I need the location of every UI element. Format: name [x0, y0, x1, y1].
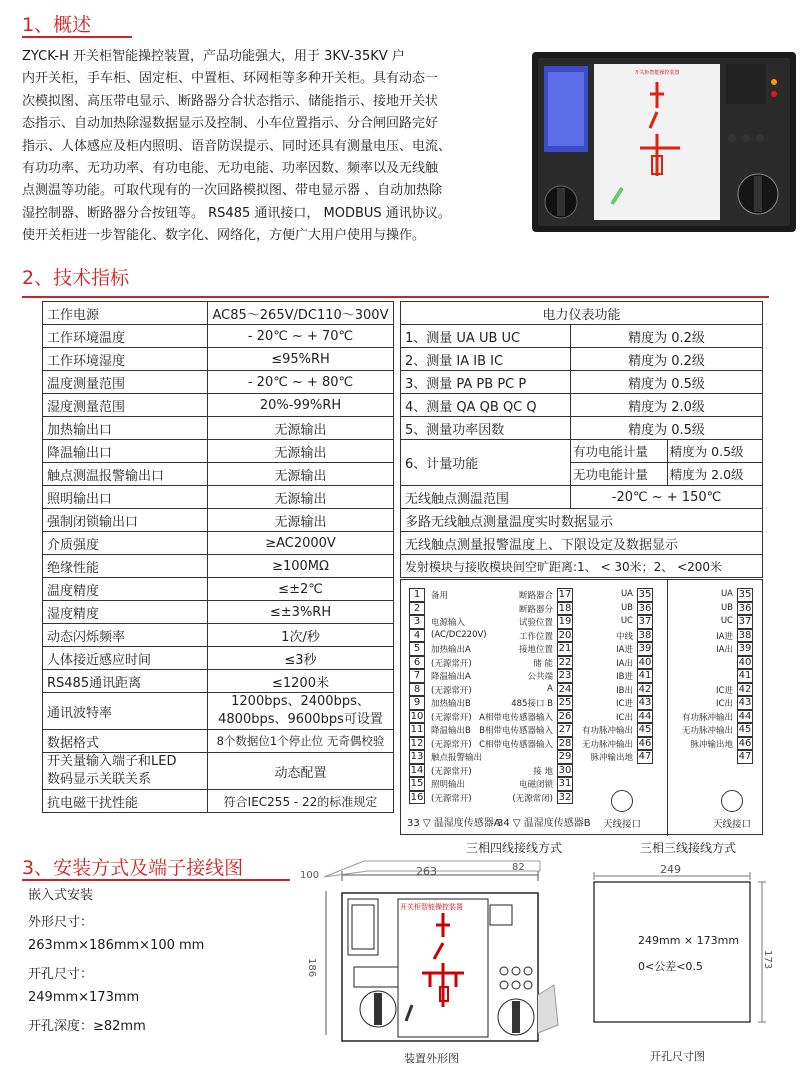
terminal-number: 28: [558, 737, 572, 749]
terminal-label: 断路器合: [518, 591, 553, 601]
terminal-number: 10: [410, 710, 424, 722]
terminal-number: 41: [738, 670, 752, 681]
dim-82: 82: [512, 862, 525, 873]
meter-row: [401, 371, 763, 394]
terminal-label: (无源常开): [431, 766, 472, 777]
section-2-rule: [22, 296, 769, 298]
antenna-label-1: 天线接口: [603, 819, 642, 830]
terminal-number: 7: [409, 669, 425, 683]
cutout-tolerance-note: 0<公差<0.5: [638, 960, 703, 973]
meter-item: 5、测量功率因数: [401, 417, 571, 440]
energy-type: 无功电能计量: [571, 463, 668, 486]
wireless-range-key: 无线触点测温范围: [401, 486, 571, 509]
terminal-label: UC: [620, 616, 633, 626]
terminal-number: 37: [738, 616, 752, 627]
energy-accuracy: 精度为 2.0级: [667, 463, 762, 486]
spec-row: [43, 325, 394, 348]
energy-accuracy: 精度为 0.5级: [667, 440, 762, 463]
terminal-label: 接 地: [533, 766, 553, 777]
terminal-number: 22: [558, 656, 572, 668]
terminal-number: 46: [638, 737, 652, 749]
terminal-label: IB进: [616, 672, 633, 682]
terminal-number: 39: [638, 643, 652, 654]
spec-value: 符合IEC255 - 22的标准规定: [208, 790, 394, 813]
terminal-label: 降温输出A: [431, 672, 471, 682]
terminal-number: 12: [410, 737, 424, 749]
terminal-number: 45: [738, 724, 752, 735]
spec-key: 湿度精度: [43, 601, 208, 624]
spec-key: 通讯波特率: [43, 693, 208, 730]
terminal-number: 24: [558, 683, 572, 695]
spec-row: [43, 647, 394, 670]
energy-label: 6、计量功能: [401, 440, 571, 486]
cutout-drawing: [578, 860, 778, 1040]
spec-value: 1次/秒: [208, 624, 394, 647]
terminal-label: UA: [720, 589, 733, 599]
meter-row: [401, 348, 763, 371]
wiring-divider: [667, 580, 668, 836]
terminal-label: B相带电传感器输入: [479, 726, 553, 736]
spec-value: 无源输出: [208, 486, 394, 509]
terminal-label: IA出: [716, 645, 733, 655]
spec-key: 抗电磁干扰性能: [43, 790, 208, 813]
terminal-number: 32: [558, 791, 572, 803]
terminal-label: 接地位置: [518, 645, 553, 655]
spec-table-left: [42, 301, 394, 813]
terminal-number: 47: [638, 751, 652, 762]
meter-row: [401, 532, 763, 555]
caption-three-phase-four-wire: 三相四线接线方式: [466, 841, 563, 855]
spec-key: [43, 753, 208, 790]
outer-size-value: 263mm×186mm×100 mm: [28, 938, 205, 953]
terminal-label: A相带电传感器输入: [479, 712, 553, 723]
terminal-number: 31: [558, 778, 572, 789]
spec-row: [43, 302, 394, 325]
terminal-label: IC出: [616, 712, 633, 723]
terminal-label: A: [547, 683, 553, 694]
terminal-number: 38: [738, 629, 752, 641]
baud-line-1: 1200bps、2400bps、: [231, 694, 370, 709]
terminal-label: 中线: [615, 631, 633, 642]
intro-line: 点测温等功能。可取代现有的一次回路模拟图、带电显示器 、自动加热除: [22, 183, 443, 199]
intro-line: 态指示、自动加热除湿数据显示及控制、小车位置指示、分合闸回路完好: [22, 116, 439, 132]
spec-row: [43, 601, 394, 624]
cutout-depth: 开孔深度：≥82mm: [28, 1019, 146, 1034]
wireless-note: 无线触点测量报警温度上、下限设定及数据显示: [401, 532, 763, 555]
dim-263: 263: [416, 865, 437, 878]
spec-row: [43, 624, 394, 647]
terminal-number: 11: [410, 724, 424, 735]
svg-text:开关柜智能操控装置: 开关柜智能操控装置: [634, 70, 680, 76]
terminal-label: 试验位置: [518, 618, 553, 628]
terminal-label: 降温输出B: [431, 726, 471, 736]
terminal-label: IC出: [716, 699, 733, 709]
terminal-number: 41: [638, 670, 652, 681]
spec-value: 20%-99%RH: [208, 394, 394, 417]
spec-value: 无源输出: [208, 509, 394, 532]
terminal-label: 加热输出B: [431, 699, 471, 709]
device-outline-drawing: [302, 855, 562, 1055]
spec-key: 强制闭锁输出口: [43, 509, 208, 532]
terminal-number: 45: [638, 724, 652, 735]
terminal-label: IC进: [616, 699, 633, 709]
wireless-range-value: -20℃ ~ + 150℃: [571, 486, 763, 509]
terminal-number: 8: [409, 683, 425, 697]
terminal-number: 38: [638, 629, 652, 641]
spec-value: ≥AC2000V: [208, 532, 394, 555]
dim-173: 173: [762, 950, 773, 970]
spec-value: ≤95%RH: [208, 348, 394, 371]
spec-value: ≤±3%RH: [208, 601, 394, 624]
terminal-label: UB: [720, 602, 733, 613]
terminal-label: 公共端: [527, 672, 553, 682]
terminal-number: 6: [409, 656, 425, 670]
energy-type: 有功电能计量: [571, 440, 668, 463]
terminal-number: 37: [638, 616, 652, 627]
intro-line: 内开关柜，手车柜、固定柜、中置柜、环网柜等多种开关柜。具有动态一: [22, 71, 439, 87]
spec-row: [43, 578, 394, 601]
spec-key: 工作环境温度: [43, 325, 208, 348]
meter-accuracy: 精度为 0.5级: [571, 371, 763, 394]
terminal-wiring-diagram: [400, 579, 763, 835]
terminal-number: 9: [409, 696, 425, 710]
terminal-number: 35: [738, 589, 752, 600]
spec-key: 绝缘性能: [43, 555, 208, 578]
device-title-label: 开关柜智能操控装置: [400, 903, 463, 911]
terminal-number: 1: [409, 588, 425, 602]
terminal-label: UA: [620, 589, 633, 599]
spec-row: [43, 670, 394, 693]
spec-row: [43, 509, 394, 532]
terminal-number: 42: [638, 683, 652, 695]
baud-line-2: 4800bps、9600bps可设置: [218, 712, 383, 727]
terminal-number: 46: [738, 737, 752, 749]
terminal-number: 26: [558, 710, 572, 722]
spec-row: [43, 486, 394, 509]
intro-line: 次模拟图、高压带电显示、断路器分合状态指示、储能指示、接地开关状: [22, 93, 439, 109]
terminal-number: 36: [638, 602, 652, 614]
spec-key: 工作环境湿度: [43, 348, 208, 371]
intro-paragraph: [22, 46, 542, 248]
terminal-label: IA进: [616, 645, 633, 655]
cutout-size-note: 249mm × 173mm: [638, 934, 740, 947]
terminal-label: IA进: [716, 631, 733, 642]
terminal-label: 有功脉冲输出: [681, 712, 733, 723]
spec-row: [43, 394, 394, 417]
terminal-number: 2: [409, 602, 425, 616]
intro-line: ZYCK-H 开关柜智能操控装置，产品功能强大，用于 3KV-35KV 户: [22, 49, 405, 64]
sensor-b-label: 34 ▽ 温湿度传感器B: [497, 818, 591, 829]
section-1-rule: [22, 36, 132, 38]
terminal-number: 19: [558, 616, 572, 627]
spec-value: 8个数据位1个停止位 无奇偶校验: [208, 730, 394, 753]
caption-cutout: 开孔尺寸图: [650, 1050, 705, 1063]
terminal-number: 40: [738, 656, 752, 668]
section-1-title: 1、概述: [22, 14, 92, 36]
terminal-number: 23: [558, 670, 572, 681]
meter-header-row: [401, 302, 763, 325]
wireless-note: 发射模块与接收模块间空旷距离:1、 < 30米；2、 <200米: [401, 555, 763, 578]
spec-value: 无源输出: [208, 440, 394, 463]
antenna-label-2: 天线接口: [713, 819, 752, 830]
spec-row: [43, 555, 394, 578]
spec-key: 温度精度: [43, 578, 208, 601]
terminal-number: 3: [409, 615, 425, 629]
spec-row: [43, 371, 394, 394]
spec-value: - 20℃ ~ + 70℃: [208, 325, 394, 348]
intro-line: 湿控制器、断路器分合按钮等。 RS485 通讯接口， MODBUS 通讯协议。: [22, 205, 451, 221]
meter-row: [401, 417, 763, 440]
dim-100: 100: [300, 870, 320, 881]
terminal-number: 17: [558, 589, 572, 600]
spec-value: [208, 693, 394, 730]
terminal-number: 35: [638, 589, 652, 600]
dim-249: 249: [660, 863, 681, 876]
terminal-label: 照明输出: [431, 780, 466, 790]
terminal-number: 13: [410, 751, 424, 762]
spec-value: ≥100MΩ: [208, 555, 394, 578]
spec-key: 人体接近感应时间: [43, 647, 208, 670]
spec-value: ≤3秒: [208, 647, 394, 670]
terminal-label: 触点报警输出: [431, 753, 483, 763]
terminal-number: 39: [738, 643, 752, 654]
terminal-label: (AC/DC220V): [431, 629, 487, 640]
spec-key: 介质强度: [43, 532, 208, 555]
spec-row: [43, 693, 394, 730]
terminal-label: 备用: [431, 591, 449, 601]
terminal-label: (无源常开): [431, 739, 472, 750]
spec-row: [43, 463, 394, 486]
terminal-number: 14: [410, 764, 424, 776]
terminal-label: (无源常开): [431, 685, 472, 696]
terminal-number: 21: [558, 643, 572, 654]
caption-three-phase-three-wire: 三相三线接线方式: [640, 841, 737, 855]
spec-value: 动态配置: [208, 753, 394, 790]
product-photo: [530, 48, 798, 234]
spec-key: 数据格式: [43, 730, 208, 753]
terminal-number: 40: [638, 656, 652, 668]
spec-row: [43, 790, 394, 813]
spec-key: 温度测量范围: [43, 371, 208, 394]
meter-row: [401, 555, 763, 578]
section-2-title: 2、技术指标: [22, 267, 130, 289]
spec-value: 无源输出: [208, 463, 394, 486]
spec-value: 无源输出: [208, 417, 394, 440]
spec-key: 降温输出口: [43, 440, 208, 463]
terminal-label: 加热输出A: [431, 645, 471, 655]
spec-key: 加热输出口: [43, 417, 208, 440]
terminal-number: 18: [558, 602, 572, 614]
spec-key: 湿度测量范围: [43, 394, 208, 417]
meter-row: [401, 509, 763, 532]
meter-item: 2、测量 IA IB IC: [401, 348, 571, 371]
intro-line: 有功功率、无功功率、有功电能、无功电能、功率因数、频率以及无线触: [22, 161, 439, 177]
install-type: 嵌入式安装: [28, 888, 94, 903]
antenna-port-icon: [611, 790, 633, 812]
terminal-number: 30: [558, 764, 572, 776]
terminal-number: 5: [409, 642, 425, 656]
terminal-label: 有功脉冲输出: [581, 726, 633, 736]
terminal-label: IA出: [616, 658, 633, 669]
outer-size-label: 外形尺寸：: [28, 915, 94, 930]
dim-186: 186: [306, 958, 317, 978]
sensor-a-label: 33 ▽ 温湿度传感器A: [407, 818, 501, 829]
meter-accuracy: 精度为 0.2级: [571, 348, 763, 371]
terminal-number: 4: [409, 629, 425, 643]
antenna-port-icon: [721, 790, 743, 812]
meter-item: 4、测量 QA QB QC Q: [401, 394, 571, 417]
cutout-size-label: 开孔尺寸：: [28, 967, 94, 982]
meter-accuracy: 精度为 0.2级: [571, 325, 763, 348]
terminal-number: 15: [410, 778, 424, 789]
spec-row: [43, 753, 394, 790]
terminal-label: UB: [620, 602, 633, 613]
spec-row: [43, 730, 394, 753]
intro-line: 使开关柜进一步智能化、数字化、网络化，方便广大用户使用与操作。: [22, 228, 426, 244]
terminal-number: 42: [738, 683, 752, 695]
meter-item: 3、测量 PA PB PC P: [401, 371, 571, 394]
terminal-number: 43: [638, 697, 652, 708]
terminal-number: 43: [738, 697, 752, 708]
terminal-label: 无功脉冲输出: [681, 726, 733, 736]
terminal-number: 47: [738, 751, 752, 762]
terminal-label: IC进: [716, 685, 733, 696]
terminal-label: 断路器分: [518, 604, 553, 615]
section-3-rule: [22, 879, 290, 881]
caption-device-outline: 装置外形图: [404, 1052, 459, 1065]
terminal-label: 储 能: [533, 658, 553, 669]
terminal-number: 44: [738, 710, 752, 722]
spec-value: - 20℃ ~ + 80℃: [208, 371, 394, 394]
spec-value: ≤1200米: [208, 670, 394, 693]
meter-function-table: [400, 301, 763, 578]
spec-value: ≤±2℃: [208, 578, 394, 601]
terminal-label: (无源常开): [431, 793, 472, 804]
meter-row: [401, 325, 763, 348]
terminal-label: 脉冲输出地: [690, 739, 733, 750]
terminal-number: 44: [638, 710, 652, 722]
spec-row: [43, 348, 394, 371]
section-3-title: 3、安装方式及端子接线图: [22, 857, 244, 879]
spec-key: RS485通讯距离: [43, 670, 208, 693]
spec-row: [43, 532, 394, 555]
spec-key: 照明输出口: [43, 486, 208, 509]
terminal-number: 20: [558, 629, 572, 641]
terminal-number: 25: [558, 697, 572, 708]
terminal-label: C相带电传感器输入: [479, 739, 553, 750]
terminal-number: 27: [558, 724, 572, 735]
meter-item: 1、测量 UA UB UC: [401, 325, 571, 348]
spec-key: 动态闪烁频率: [43, 624, 208, 647]
meter-accuracy: 精度为 2.0级: [571, 394, 763, 417]
meter-row: [401, 394, 763, 417]
meter-header: 电力仪表功能: [401, 302, 763, 325]
terminal-number: 36: [738, 602, 752, 614]
cutout-size-value: 249mm×173mm: [28, 990, 140, 1005]
spec-value: AC85～265V/DC110～300V: [208, 302, 394, 325]
terminal-label: 脉冲输出地: [590, 753, 633, 763]
intro-line: 指示、人体感应及柜内照明、语音防误提示、同时还具有测量电压、电流、: [22, 138, 452, 154]
spec-row: [43, 440, 394, 463]
terminal-label: 电源输入: [431, 618, 466, 628]
switch-input-line-2: 数码显示关联关系: [47, 772, 152, 787]
terminal-label: 工作位置: [518, 631, 553, 642]
terminal-number: 16: [410, 791, 424, 803]
terminal-label: IB出: [616, 685, 633, 696]
spec-key: 触点测温报警输出口: [43, 463, 208, 486]
meter-row: [401, 440, 763, 463]
spec-row: [43, 417, 394, 440]
terminal-label: UC: [720, 616, 733, 626]
spec-key: 工作电源: [43, 302, 208, 325]
switch-input-line-1: 开关量输入端子和LED: [47, 754, 177, 769]
terminal-label: 无功脉冲输出: [581, 739, 633, 750]
terminal-number: 29: [558, 751, 572, 762]
terminal-label: (无源常开): [431, 712, 472, 723]
terminal-label: (无源常闭): [512, 793, 553, 804]
terminal-label: 电磁闭锁: [518, 780, 553, 790]
terminal-label: (无源常开): [431, 658, 472, 669]
meter-row: [401, 486, 763, 509]
terminal-label: 485接口 B: [511, 699, 553, 709]
wireless-note: 多路无线触点测量温度实时数据显示: [401, 509, 763, 532]
meter-accuracy: 精度为 0.5级: [571, 417, 763, 440]
